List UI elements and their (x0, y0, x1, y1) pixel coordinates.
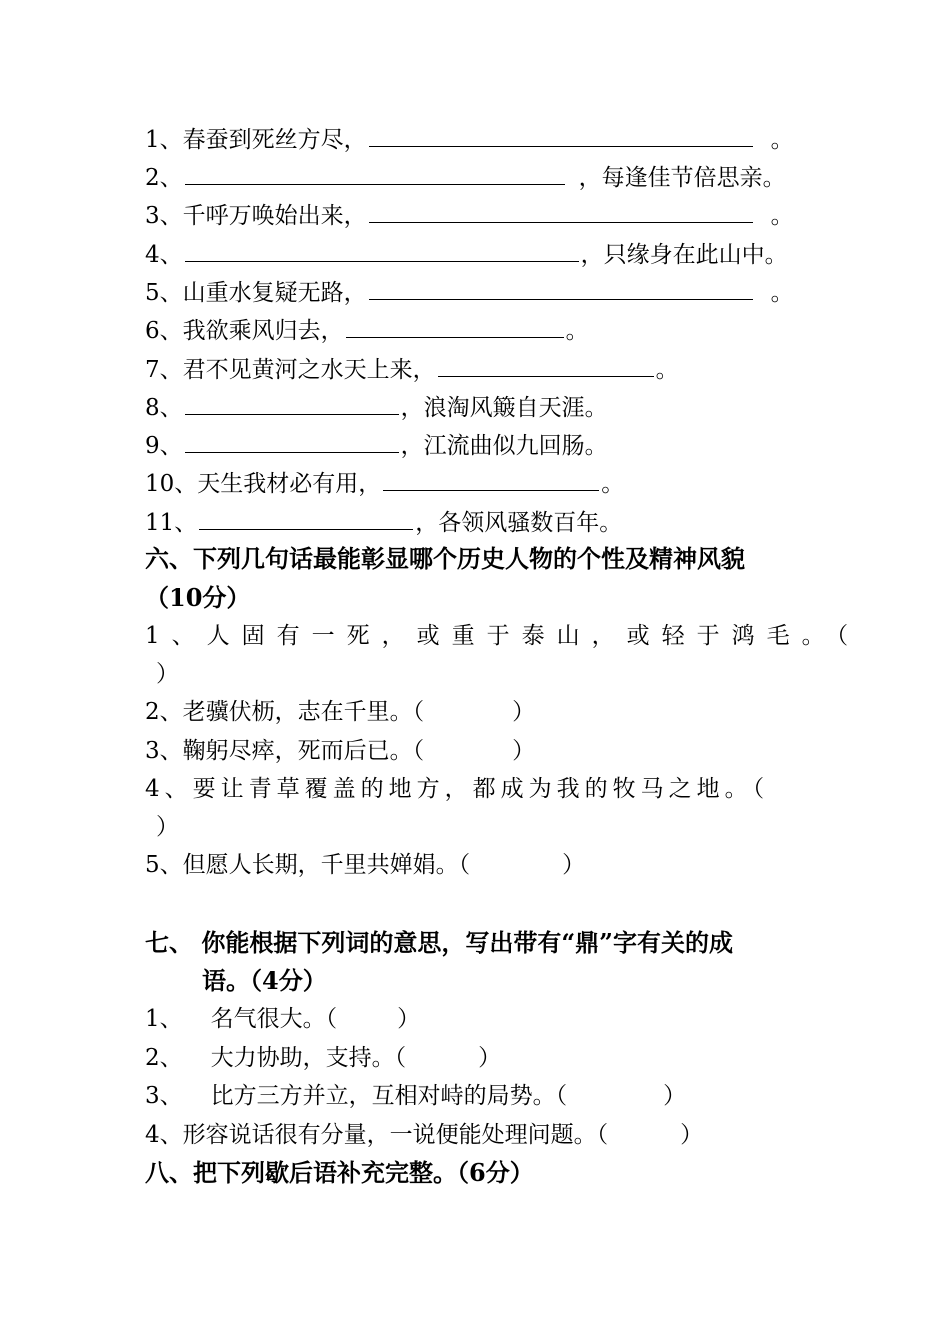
answer-blank[interactable] (369, 277, 753, 300)
question-text: 山重水复疑无路， (182, 280, 367, 306)
question-number: 1、 (145, 127, 183, 153)
question-number: 6、 (145, 318, 183, 344)
answer-blank[interactable] (369, 124, 753, 147)
question-5-11 (145, 507, 815, 537)
question-6-2 (145, 698, 815, 726)
question-text: 千呼万唤始出来， (182, 203, 367, 229)
question-number: 3、 (145, 203, 183, 229)
answer-blank[interactable] (185, 239, 579, 262)
question-number: 11、 (145, 510, 198, 536)
question-7-2 (145, 1044, 815, 1072)
question-text: 。 (655, 357, 679, 383)
question-5-1 (145, 124, 815, 154)
question-5-4 (145, 239, 815, 269)
question-7-4 (145, 1121, 815, 1149)
question-text: 天生我材必有用， (197, 471, 382, 497)
paren-close: ） (562, 852, 586, 878)
question-text: ，只缘身在此山中。 (580, 242, 788, 268)
question-number: 2、 (145, 1045, 183, 1071)
question-6-4-close: ） (156, 814, 179, 840)
question-5-2 (145, 162, 815, 192)
question-5-5 (145, 277, 815, 307)
question-text: 5、但愿人长期，千里共婵娟。（ (145, 852, 471, 878)
question-text: 3、鞠躬尽瘁，死而后已。（ (145, 738, 425, 764)
section-6-score: （10分） (145, 583, 251, 612)
question-text: 。 (565, 318, 589, 344)
question-text: 君不见黄河之水天上来， (182, 357, 436, 383)
question-number: 10、 (145, 471, 198, 497)
question-number: 7、 (145, 357, 183, 383)
section-8-title: 八、把下列歇后语补充完整。（6分） (145, 1158, 534, 1187)
question-number: 9、 (145, 433, 183, 459)
question-text: 春蚕到死丝方尽， (182, 127, 367, 153)
question-7-1 (145, 1005, 815, 1033)
paren-close: ） (397, 1006, 421, 1032)
question-text: 。 (770, 203, 794, 229)
question-text: ，各领风骚数百年。 (415, 510, 623, 536)
question-text: 4、形容说话很有分量，一说便能处理问题。（ (145, 1122, 609, 1148)
question-6-3 (145, 737, 815, 765)
paren-close: ） (478, 1045, 502, 1071)
question-number: 4、 (145, 242, 183, 268)
question-6-1 (145, 622, 861, 650)
question-text: 1、人固有一死，或重于泰山，或轻于鸿毛。（ (145, 623, 861, 649)
answer-blank[interactable] (383, 468, 599, 491)
question-number: 5、 (145, 280, 183, 306)
question-text: 名气很大。（ (210, 1006, 338, 1032)
question-number: 1、 (145, 1006, 183, 1032)
question-5-3 (145, 200, 815, 230)
answer-blank[interactable] (346, 315, 564, 338)
paren-close: ） (512, 738, 536, 764)
answer-blank[interactable] (199, 507, 413, 530)
paren-close: ） (680, 1122, 704, 1148)
question-5-7 (145, 354, 815, 384)
question-6-4 (145, 775, 815, 803)
answer-blank[interactable] (185, 162, 565, 185)
question-5-10 (145, 468, 815, 498)
question-text: 大力协助，支持。（ (210, 1045, 407, 1071)
question-number: 8、 (145, 395, 183, 421)
question-text: 2、老骥伏枥，志在千里。（ (145, 699, 425, 725)
section-6-title: 六、下列几句话最能彰显哪个历史人物的个性及精神风貌 (145, 544, 745, 573)
question-text: 。 (770, 127, 794, 153)
question-text: 我欲乘风归去， (182, 318, 344, 344)
paren-close: ） (512, 699, 536, 725)
answer-blank[interactable] (438, 354, 654, 377)
question-text: ，每逢佳节倍思亲。 (578, 165, 786, 191)
question-5-6 (145, 315, 815, 345)
answer-blank[interactable] (185, 430, 399, 453)
answer-blank[interactable] (185, 392, 399, 415)
question-5-9 (145, 430, 815, 460)
paren-close: ） (663, 1083, 687, 1109)
question-text: 比方三方并立，互相对峙的局势。（ (210, 1083, 568, 1109)
question-text: 。 (770, 280, 794, 306)
answer-blank[interactable] (369, 200, 753, 223)
question-6-1-close: ） (156, 661, 179, 687)
question-6-5 (145, 851, 815, 879)
question-text: 4、要让青草覆盖的地方，都成为我的牧马之地。（ (145, 776, 770, 802)
question-number: 2、 (145, 165, 183, 191)
question-7-3 (145, 1082, 815, 1110)
question-number: 3、 (145, 1083, 183, 1109)
question-text: ，浪淘风簸自天涯。 (400, 395, 608, 421)
question-text: ，江流曲似九回肠。 (400, 433, 608, 459)
section-7-title: 七、 你能根据下列词的意思，写出带有“鼎”字有关的成 (145, 928, 733, 957)
section-7-title-cont: 语。（4分） (202, 966, 327, 995)
question-text: 。 (601, 471, 625, 497)
question-5-8 (145, 392, 815, 422)
